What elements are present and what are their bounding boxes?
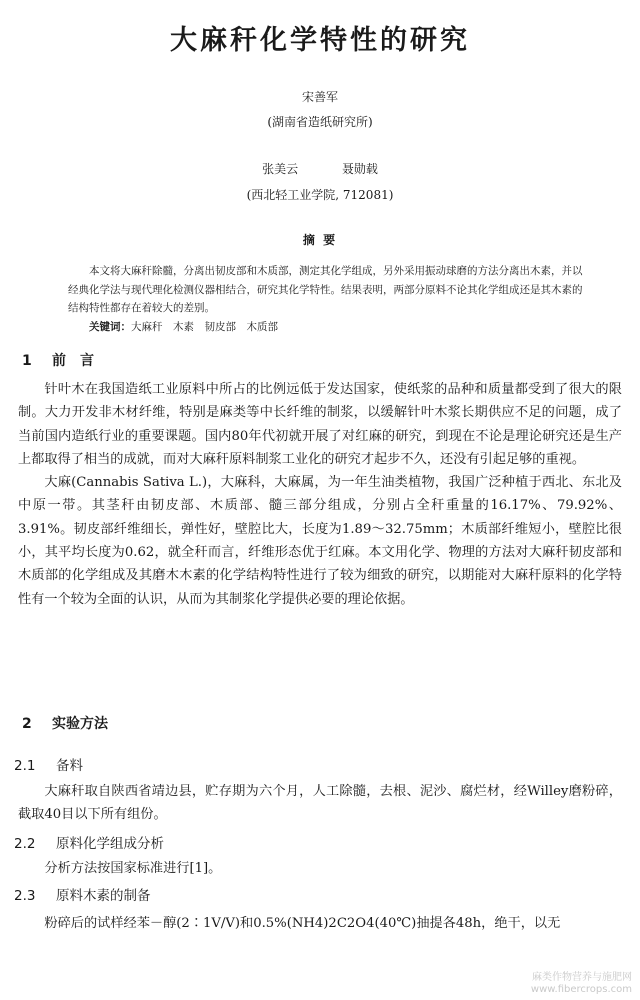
- subsection-title: 原料木素的制备: [56, 888, 151, 904]
- subsection-2-1-heading: [14, 754, 83, 774]
- subsection-2-3-body: [18, 912, 622, 935]
- subsection-title: 备料: [56, 758, 83, 774]
- watermark-url: www.fibercrops.com: [530, 984, 632, 995]
- subsection-number: 2.2: [14, 836, 36, 852]
- subsection-2-1-body: [18, 780, 622, 827]
- paragraph: 分析方法按国家标准进行[1]。: [44, 861, 222, 876]
- section-2-heading: [22, 713, 108, 733]
- paragraph: 粉碎后的试样经苯－醇(2∶1V/V)和0.5%(NH4)2C2O4(40℃)抽提各48h，绝干，以无: [44, 916, 561, 931]
- paragraph: 大麻(Cannabis Sativa L.)，大麻科，大麻属，为一年生油类植物，我国广泛种植于西北、东北及中原一带。其茎秆由韧皮部、木质部、髓三部分组成，分别占全秆重量的16.17%、79.92%、3.91%。韧皮部纤维细长，弹性好，壁腔比大，长度为1.89～32.75mm；木质部纤维短小，壁腔比很小，其平均长度为0.62，就全秆而言，纤维形态优于红麻。本文用化学、物理的方法对大麻秆韧皮部和木质部的化学组成及其磨木木素的化学结构特性进行了较为细致的研究，以期能对大麻秆原料的化学特性有一个较为全面的认识，从而为其制浆化学提供必要的理论依据。: [18, 475, 622, 607]
- section-1-body: [18, 378, 622, 611]
- author-line-1: [0, 88, 640, 105]
- abstract-heading: 摘 要: [302, 233, 338, 247]
- author-line-2: [0, 160, 640, 177]
- subsection-number: 2.3: [14, 888, 36, 904]
- abstract-text: 本文将大麻秆除髓，分离出韧皮部和木质部，测定其化学组成，另外采用振动球磨的方法分离出木素，并以经典化学法与现代理化检测仪器相结合，研究其化学特性。结果表明，两部分原料不论其化学组成还是其木素的结构特性都存在着较大的差别。: [68, 265, 583, 314]
- subsection-number: 2.1: [14, 758, 36, 774]
- subsection-title: 原料化学组成分析: [56, 836, 164, 852]
- subsection-2-2-heading: [14, 832, 164, 852]
- keywords-line: [68, 318, 588, 337]
- abstract-block: [68, 262, 588, 336]
- paper-title: 大麻秆化学特性的研究: [170, 25, 470, 56]
- keywords-label: 关键词：: [89, 320, 131, 333]
- author-name: 聂勋载: [341, 162, 378, 176]
- paragraph: 针叶木在我国造纸工业原料中所占的比例远低于发达国家，使纸浆的品种和质量都受到了很大的限制。大力开发非木材纤维，特别是麻类等中长纤维的制浆，以缓解针叶木浆长期供应不足的问题，成了当前国内造纸行业的重要课题。国内80年代初就开展了对红麻的研究，到现在不论是理论研究还是生产上都取得了相当的成就，而对大麻秆原料制浆工业化的研究才起步不久，还没有引起足够的重视。: [18, 382, 622, 467]
- affiliation-2: (西北轻工业学院, 712081): [246, 188, 394, 202]
- author-name: 张美云: [262, 162, 299, 176]
- section-number: 1: [22, 353, 32, 369]
- watermark: [531, 972, 632, 996]
- paragraph: 大麻秆取自陕西省靖边县，贮存期为六个月，人工除髓，去根、泥沙、腐烂材，经Willey磨粉碎，截取40目以下所有组份。: [18, 784, 622, 823]
- section-title: 实验方法: [52, 716, 108, 732]
- subsection-2-3-heading: [14, 884, 151, 904]
- section-number: 2: [22, 716, 32, 732]
- affiliation-1: (湖南省造纸研究所): [267, 115, 373, 129]
- author-name: 宋善军: [301, 90, 338, 104]
- keywords-list: 大麻秆 木素 韧皮部 木质部: [131, 320, 278, 333]
- section-title: 前 言: [52, 353, 94, 369]
- section-1-heading: [22, 350, 94, 370]
- subsection-2-2-body: [18, 857, 622, 880]
- watermark-text: 麻类作物营养与施肥网: [532, 972, 632, 983]
